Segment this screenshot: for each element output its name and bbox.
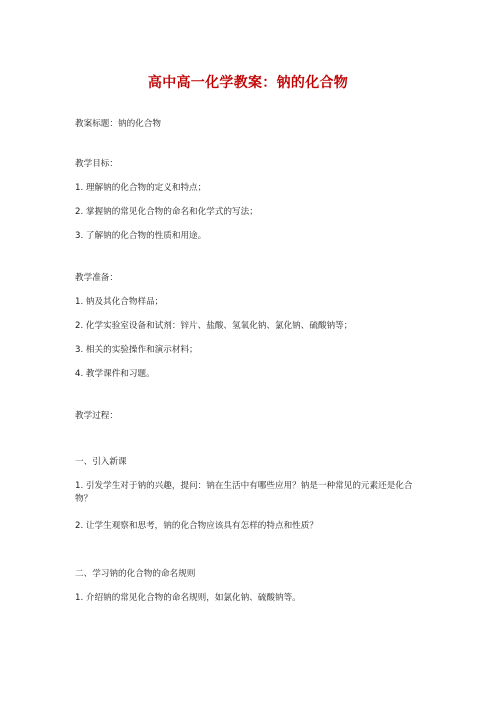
document-title: 高中高一化学教案：钠的化合物 [147, 75, 349, 91]
preparation-heading: 教学准备： [75, 273, 118, 283]
section-two-heading: 二、学习钠的化合物的命名规则 [75, 569, 196, 579]
section-two-item: 1. 介绍钠的常见化合物的命名规则，如氯化钠、硫酸钠等。 [75, 593, 301, 603]
preparation-item: 3. 相关的实验操作和演示材料； [75, 345, 198, 355]
process-heading: 教学过程： [75, 411, 118, 421]
section-one-item: 1. 引发学生对于钠的兴趣，提问：钠在生活中有哪些应用？钠是一种常见的元素还是化合物？ [75, 481, 413, 504]
preparation-item: 2. 化学实验室设备和试剂：锌片、盐酸、氢氧化钠、氯化钠、硫酸钠等； [75, 321, 353, 331]
lesson-title-line: 教案标题：钠的化合物 [75, 119, 161, 129]
objective-item: 2. 掌握钠的常见化合物的命名和化学式的写法； [75, 207, 258, 217]
objective-item: 1. 理解钠的化合物的定义和特点； [75, 183, 207, 193]
preparation-item: 4. 教学课件和习题。 [75, 369, 155, 379]
preparation-item: 1. 钠及其化合物样品； [75, 297, 164, 307]
section-one-heading: 一、引入新课 [75, 457, 127, 467]
section-one-item: 2. 让学生观察和思考，钠的化合物应该具有怎样的特点和性质？ [75, 521, 318, 531]
objectives-heading: 教学目标： [75, 159, 118, 169]
objective-item: 3. 了解钠的化合物的性质和用途。 [75, 231, 207, 241]
